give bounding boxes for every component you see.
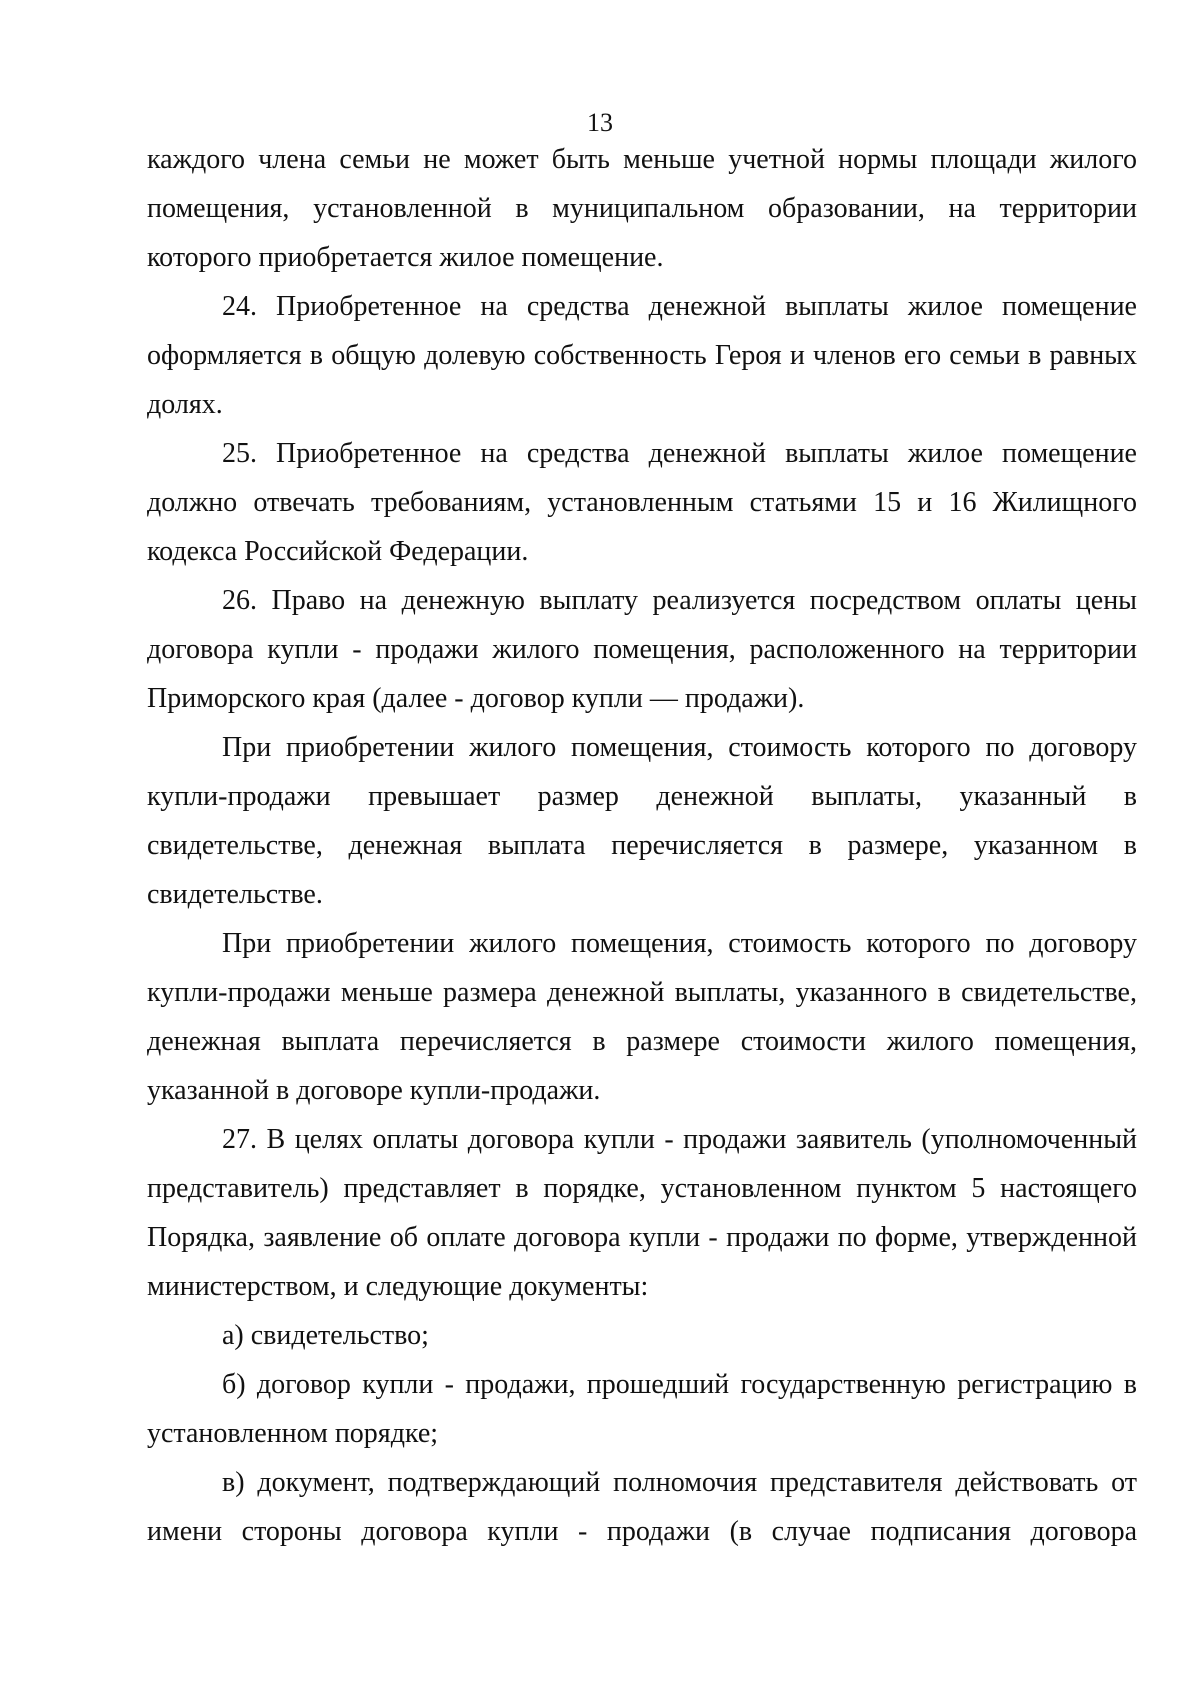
page-number: 13 [587, 108, 613, 137]
list-item-v: в) документ, подтверждающий полномочия представителя действовать от имени стороны договора купли - продажи (в случае подписания договора [147, 1467, 1137, 1547]
list-item-a: а) свидетельство; [222, 1320, 429, 1351]
list-item-b: б) договор купли - продажи, прошедший государственную регистрацию в установленном порядке; [147, 1369, 1137, 1449]
paragraph-item-24: 24. Приобретенное на средства денежной выплаты жилое помещение оформляется в общую долевую собственность Героя и членов его семьи в равных долях. [147, 291, 1137, 420]
paragraph-continuation: каждого члена семьи не может быть меньше учетной нормы площади жилого помещения, установленной в муниципальном образовании, на территории которого приобретается жилое помещение. [147, 144, 1137, 273]
paragraph-item-27: 27. В целях оплаты договора купли - продажи заявитель (уполномоченный представитель) представляет в порядке, установленном пунктом 5 настоящего Порядка, заявление об оплате договора купли - продажи по форме, утвержденной министерством, и следующие документы: [147, 1124, 1137, 1302]
paragraph-item-25: 25. Приобретенное на средства денежной выплаты жилое помещение должно отвечать требованиям, установленным статьями 15 и 16 Жилищного кодекса Российской Федерации. [147, 438, 1137, 567]
paragraph-less-than-payment: При приобретении жилого помещения, стоимость которого по договору купли-продажи меньше размера денежной выплаты, указанного в свидетельстве, денежная выплата перечисляется в размере стоимости жилого помещения, указанной в договоре купли-продажи. [147, 928, 1137, 1106]
document-body [147, 135, 1137, 1556]
paragraph-item-26: 26. Право на денежную выплату реализуется посредством оплаты цены договора купли - продажи жилого помещения, расположенного на территории Приморского края (далее - договор купли — продажи). [147, 585, 1137, 714]
paragraph-exceeds-payment: При приобретении жилого помещения, стоимость которого по договору купли-продажи превышает размер денежной выплаты, указанный в свидетельстве, денежная выплата перечисляется в размере, указанном в свидетельстве. [147, 732, 1137, 910]
